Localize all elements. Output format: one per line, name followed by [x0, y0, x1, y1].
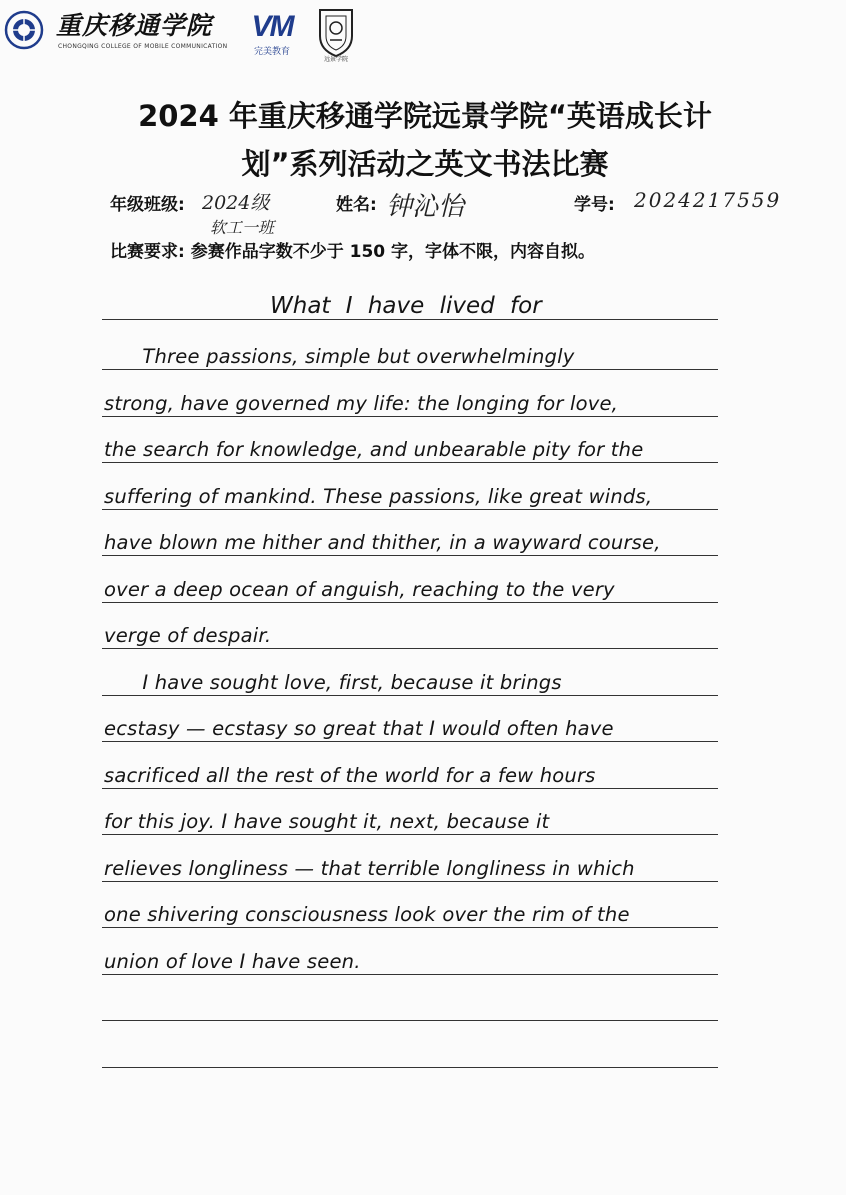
essay-line: suffering of mankind. These passions, like great winds,	[104, 484, 653, 508]
ruled-line	[102, 509, 718, 510]
essay-line: relieves longliness — that terrible longliness in which	[104, 856, 635, 880]
essay-title: What I have lived for	[270, 293, 542, 319]
ruled-line	[102, 369, 718, 370]
essay-line: ecstasy — ecstasy so great that I would often have	[104, 717, 614, 740]
essay-line: the search for knowledge, and unbearable pity for the	[104, 438, 644, 461]
vm-logo-subtitle: 完美教育	[253, 47, 290, 57]
ruled-line	[102, 695, 718, 696]
ruled-line	[102, 881, 718, 882]
ruled-line	[102, 602, 718, 603]
crest-caption: 远景学院	[323, 56, 349, 62]
class-value: 软工一班	[210, 218, 275, 237]
essay-line: one shivering consciousness look over the rim of the	[104, 903, 630, 926]
ruled-line	[102, 319, 718, 320]
ruled-line	[102, 788, 718, 789]
essay-line: sacrificed all the rest of the world for a few hours	[104, 763, 596, 787]
requirements	[110, 237, 595, 262]
logo-bar	[0, 0, 846, 70]
vm-logo-letters: VM	[251, 10, 293, 43]
ruled-line	[102, 1067, 718, 1068]
university-seal-icon	[4, 10, 44, 50]
school-name-logo: 重庆移通学院	[56, 11, 213, 40]
essay-line: over a deep ocean of anguish, reaching to the very	[104, 577, 615, 601]
name-value: 钟沁怡	[386, 192, 465, 222]
ruled-line	[102, 648, 718, 649]
ruled-line	[102, 462, 718, 463]
title-line-1: 2024 年重庆移通学院远景学院“英语成长计	[138, 99, 712, 133]
student-id-label: 学号:	[574, 195, 615, 215]
requirements-text: 参赛作品字数不少于 150 字，字体不限，内容自拟。	[190, 242, 596, 262]
essay-line: verge of despair.	[104, 624, 272, 647]
ruled-line	[102, 1020, 718, 1021]
school-name-english: CHONGQING COLLEGE OF MOBILE COMMUNICATION	[58, 43, 228, 50]
essay-line: strong, have governed my life: the longing for love,	[104, 391, 619, 415]
requirements-label: 比赛要求:	[110, 242, 185, 262]
college-crest-icon	[314, 6, 358, 62]
ruled-line	[102, 741, 718, 742]
essay-line: Three passions, simple but overwhelmingly	[104, 345, 575, 368]
essay-line: I have sought love, first, because it brings	[104, 670, 562, 694]
page-title	[60, 92, 790, 188]
name-label: 姓名:	[336, 195, 377, 215]
ruled-line	[102, 834, 718, 835]
grade-label: 年级班级:	[110, 195, 185, 215]
title-line-2: 划”系列活动之英文书法比赛	[241, 147, 609, 181]
essay-line: have blown me hither and thither, in a wayward course,	[104, 531, 661, 554]
grade-value: 2024级	[202, 192, 270, 214]
ruled-line	[102, 927, 718, 928]
essay-line: union of love I have seen.	[104, 949, 361, 973]
student-id-value: 2024217559	[634, 188, 782, 212]
ruled-line	[102, 416, 718, 417]
essay-line: for this joy. I have sought it, next, because it	[104, 810, 550, 833]
vm-logo	[240, 10, 304, 56]
ruled-line	[102, 555, 718, 556]
ruled-line	[102, 974, 718, 975]
